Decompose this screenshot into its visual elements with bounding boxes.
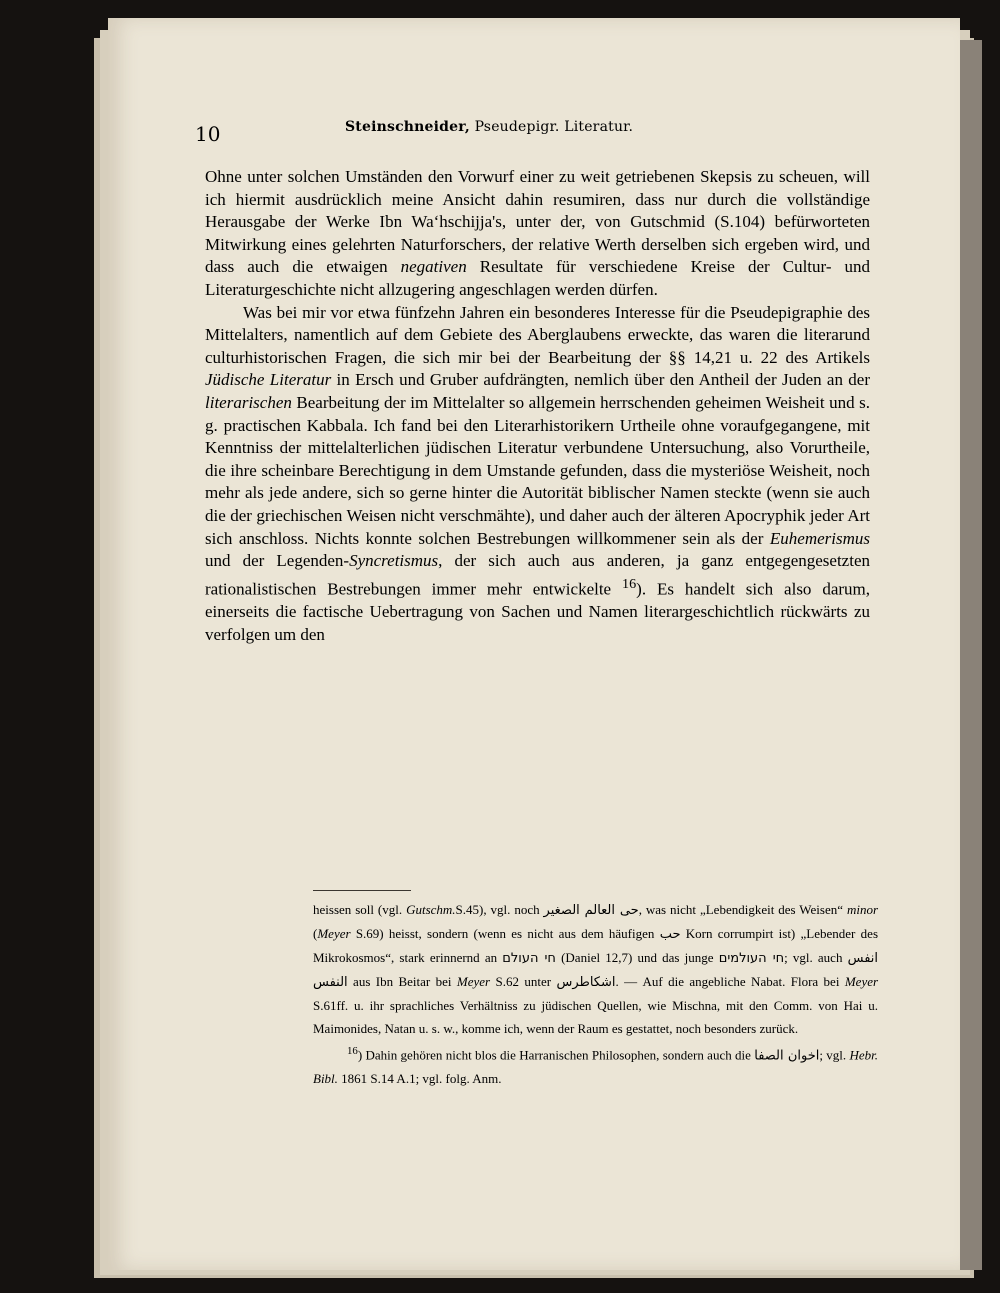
text-run: S.45), vgl. noch (455, 902, 540, 917)
text-run: , was nicht „Lebendigkeit des Weisen“ (638, 902, 843, 917)
footnote-continued (313, 898, 878, 1040)
page-number: 10 (195, 122, 221, 146)
hebrew-text: חי העולם (502, 951, 556, 966)
page-header (195, 116, 755, 146)
text-run: Was bei mir vor etwa fünfzehn Jahren ein besonderes Interesse für die Pseudepigraphie des Mittelalters, namentlich auf dem Gebiete des Aberglaubens erweckte, das waren die literarund culturhistorischen Fragen, die sich mir bei der Bearbeitung der §§ 14,21 u. 22 des Artikels (205, 302, 870, 367)
emphasis: Meyer (317, 926, 351, 941)
text-run: ; vgl. auch (784, 950, 843, 965)
footnote-ref: 16 (622, 575, 637, 592)
text-run: ; vgl. (819, 1047, 847, 1063)
running-head-author: Steinschneider, (345, 119, 470, 135)
emphasis: Meyer (456, 974, 491, 989)
facing-page-edge (960, 40, 982, 1270)
emphasis: Hebr. Bibl. (313, 1047, 879, 1087)
text-run: . — Auf die angebliche Nabat. Flora bei (615, 974, 840, 989)
running-head (345, 119, 633, 135)
text-run: Korn corrumpirt ist) „Lebender des Mikrokosmos“, stark erinnernd an (313, 926, 878, 965)
arabic-text: حى العالم الصغير (543, 903, 639, 918)
text-run: Resultate für verschiedene Kreise der Cultur- und Literaturgeschichte nicht allzugering angeschlagen werden dürfen. (205, 257, 871, 299)
emphasis: Meyer (844, 974, 879, 989)
emphasis: negativen (400, 257, 467, 277)
text-run: Bearbeitung der im Mittelalter so allgemein herrschenden geheimen Weisheit und s. g. practischen Kabbala. Ich fand bei den Literarhistorikern Urtheile ohne voraufgegangene, mit Kenntniss der mittelalterlichen jüdischen Literatur verbundene Untersuchung, also Vorurtheile, die ihre scheinbare Berechtigung in dem Umstande gefunden, dass die mysteriöse Weisheit, noch mehr als jede andere, sich so gerne hinter die Autorität biblischer Namen steckte (wenn sie auch die der griechischen Weisen nicht verschmähte), und daher auch der älteren Apocryphik jeder Art sich anschloss. Nichts konnte solchen Bestrebungen willkommener sein als der (205, 392, 871, 548)
text-run: 1861 S.14 A.1; vgl. folg. Anm. (341, 1071, 502, 1087)
arabic-text: اشكاطرس (556, 975, 616, 990)
text-run: aus Ibn Beitar bei (353, 974, 452, 989)
text-run: ) Dahin gehören nicht blos die Harranischen Philosophen, sondern auch die (357, 1047, 751, 1063)
running-head-title: Pseudepigr. Literatur. (474, 119, 634, 135)
text-run: ). Es handelt sich also darum, einerseits die factische Uebertragung von Sachen und Namen literargeschichtlich rückwärts zu verfolgen um den (205, 579, 870, 644)
arabic-text: اخوان الصفا (754, 1048, 820, 1064)
emphasis: Gutschm. (406, 902, 456, 917)
arabic-text: انفس النفس (313, 951, 879, 990)
text-run: Ohne unter solchen Umständen den Vorwurf einer zu weit getriebenen Skepsis zu scheuen, will ich hiermit ausdrücklich meine Ansicht dahin resumiren, dass nur durch die vollständige Herausgabe der Werke Ibn Wa‘hschijja's, unter der, von Gutschmid (S.104) befürworteten Mitwirkung eines gelehrten Naturforschers, der relative Werth derselben sich ergeben wird, und dass auch die etwaigen (205, 167, 870, 277)
paragraph-2 (205, 302, 870, 647)
text-run: S.62 unter (495, 974, 552, 989)
emphasis: Euhemerismus (769, 528, 870, 548)
footnote-16 (313, 1040, 878, 1090)
hebrew-text: חי העולמים (718, 951, 785, 966)
emphasis: minor (846, 902, 878, 917)
paragraph-1 (205, 166, 870, 302)
text-run: , der sich auch aus anderen, ja ganz entgegengesetzten rationalistischen Bestrebungen immer mehr entwickelte (205, 551, 870, 599)
text-run: in Ersch und Gruber aufdrängten, nemlich über den Antheil der Juden an der (336, 370, 870, 390)
text-run: ( (313, 926, 318, 941)
text-run: S.69) heisst, sondern (wenn es nicht aus dem häufigen (355, 926, 655, 941)
text-run: und der Legenden- (205, 551, 350, 571)
text-run: S.61ff. u. ihr sprachliches Verhältniss zu jüdischen Quellen, wie Mischna, mit den Comm. von Hai u. Maimonides, Natan u. s. w., komme ich, wenn der Raum es gestattet, noch besonders zurück. (313, 998, 878, 1036)
text-run: heissen soll (vgl. (313, 902, 403, 917)
main-text (205, 166, 870, 646)
text-run: (Daniel 12,7) und das junge (561, 950, 714, 965)
emphasis: literarischen (205, 392, 292, 412)
footnote-rule (313, 890, 411, 891)
footnotes (313, 898, 878, 1090)
emphasis: Syncretismus (349, 551, 439, 571)
arabic-text: حب (659, 927, 681, 942)
footnote-number: 16 (347, 1045, 358, 1057)
emphasis: Jüdische Literatur (205, 370, 332, 390)
